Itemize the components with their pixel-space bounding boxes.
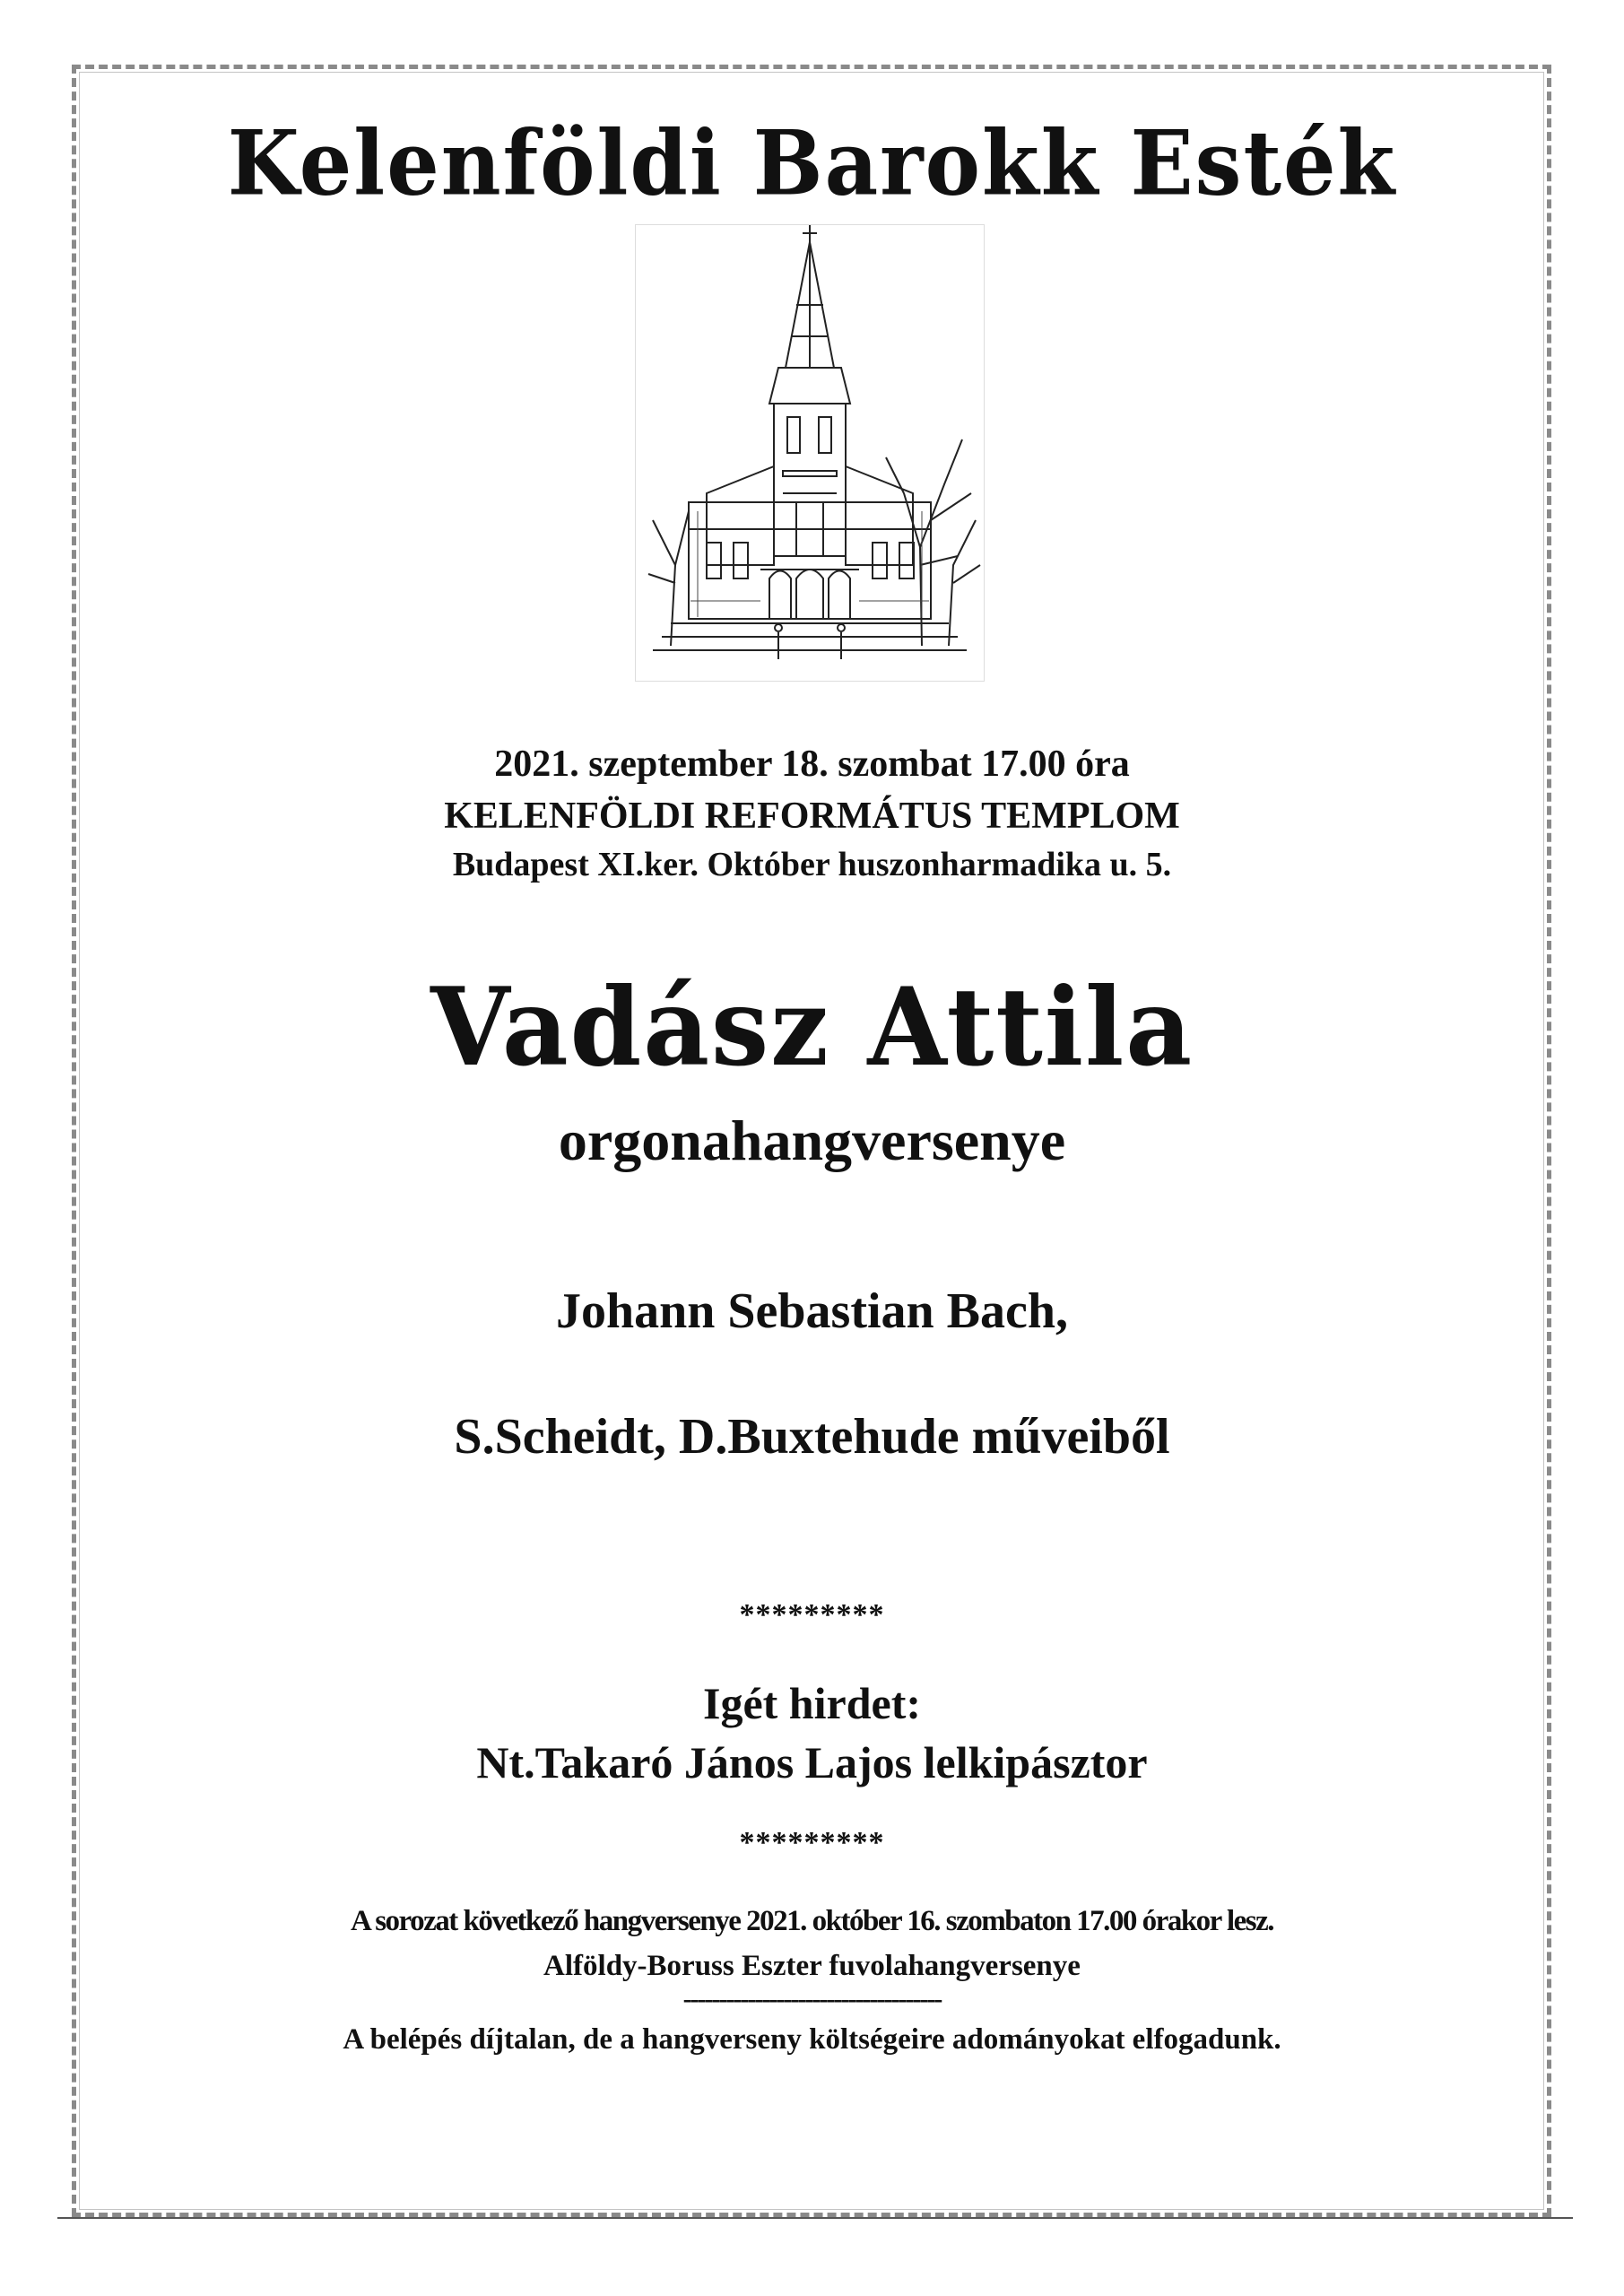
- dash-divider: ------------------------------------: [682, 1984, 942, 2013]
- series-title: Kelenföldi Barokk Esték: [227, 110, 1397, 216]
- entry-note: A belépés díjtalan, de a hangverseny költségeire adományokat elfogadunk.: [343, 2023, 1281, 2056]
- performer-name: Vadász Attila: [430, 964, 1194, 1091]
- sermon-label: Igét hirdet:: [703, 1678, 921, 1728]
- program-line-1: Johann Sebastian Bach,: [555, 1283, 1069, 1339]
- venue-name: KELENFÖLDI REFORMÁTUS TEMPLOM: [444, 796, 1180, 837]
- event-date-time: 2021. szeptember 18. szombat 17.00 óra: [494, 744, 1130, 785]
- program-line-2: S.Scheidt, D.Buxtehude műveiből: [454, 1409, 1170, 1465]
- venue-address: Budapest XI.ker. Október huszonharmadika u. 5.: [452, 846, 1172, 883]
- next-concert-note: A sorozat következő hangversenye 2021. október 16. szombaton 17.00 órakor lesz.: [350, 1905, 1274, 1937]
- bottom-rule: [57, 2217, 1573, 2219]
- church-sketch-icon: [635, 224, 985, 682]
- separator: *********: [739, 1598, 885, 1631]
- preacher-name: Nt.Takaró János Lajos lelkipásztor: [476, 1737, 1148, 1787]
- next-performer: Alföldy-Boruss Eszter fuvolahangversenye: [543, 1950, 1081, 1982]
- separator: *********: [739, 1826, 885, 1859]
- concert-type: orgonahangversenye: [558, 1109, 1066, 1172]
